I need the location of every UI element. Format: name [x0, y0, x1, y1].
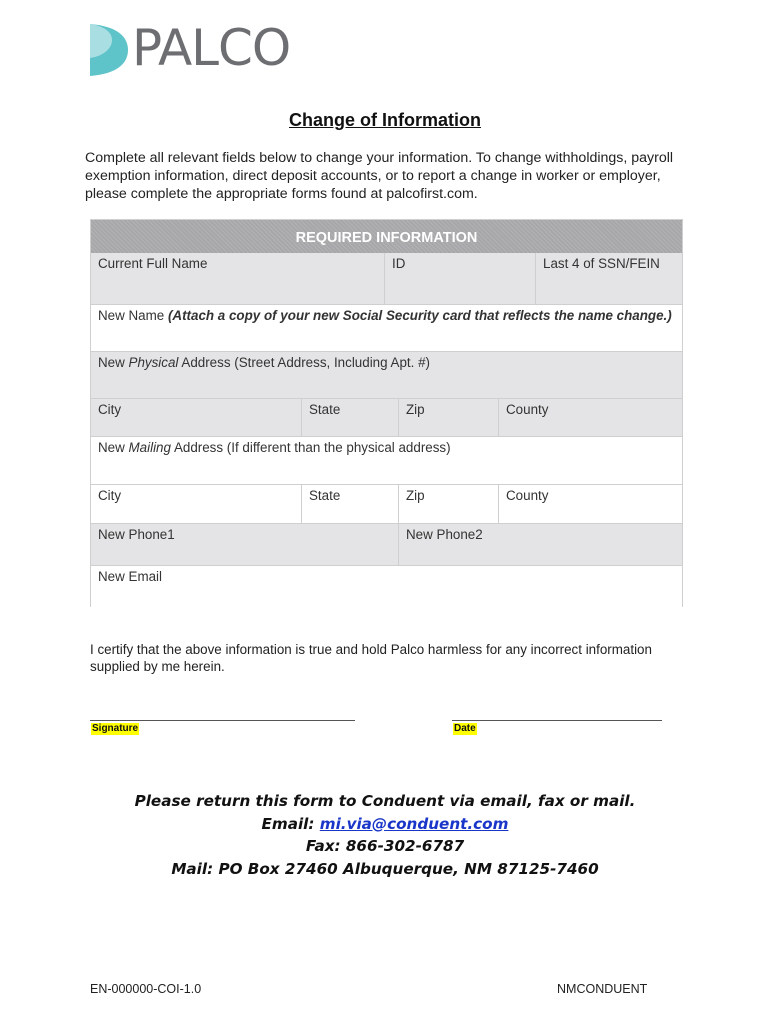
physical-state-field[interactable] [301, 399, 398, 436]
signature-label: Signature [92, 723, 139, 734]
return-instructions [0, 790, 770, 880]
footer-right-code: NMCONDUENT [557, 982, 648, 996]
mailing-county-label: County [506, 488, 549, 503]
required-info-header: REQUIRED INFORMATION [91, 220, 682, 253]
form-code: EN-000000-COI-1.0 [90, 982, 202, 996]
mailing-city-field[interactable] [91, 485, 301, 523]
mailing-address-label [98, 440, 451, 455]
palco-logo [86, 19, 296, 78]
last4-ssn-label: Last 4 of SSN/FEIN [543, 256, 660, 271]
phone2-label: New Phone2 [406, 527, 483, 542]
certification-text: I certify that the above information is true and hold Palco harmless for any incorrect information supplied by me herein. [90, 642, 652, 674]
state-label: State [309, 402, 341, 417]
required-info-form [90, 219, 683, 607]
logo-wordmark: PALCO [132, 19, 291, 77]
physical-word: Physical [128, 355, 179, 370]
physical-county-field[interactable] [498, 399, 682, 436]
mailing-word: Mailing [128, 440, 171, 455]
row-new-name [91, 304, 682, 351]
physical-address-label [98, 355, 430, 370]
mailing-state-field[interactable] [301, 485, 398, 523]
row-physical-city [91, 398, 682, 436]
row-phones [91, 523, 682, 565]
row-mailing-city [91, 484, 682, 523]
physical-city-field[interactable] [91, 399, 301, 436]
row-name-id [91, 253, 682, 304]
last4-ssn-field[interactable] [535, 253, 682, 304]
row-physical-address [91, 351, 682, 398]
return-mail-line: Mail: PO Box 27460 Albuquerque, NM 87125-7460 [171, 859, 599, 878]
phone1-label: New Phone1 [98, 527, 175, 542]
current-full-name-label: Current Full Name [98, 256, 208, 271]
physical-zip-field[interactable] [398, 399, 498, 436]
email-link[interactable]: mi.via@conduent.com [319, 814, 509, 833]
phone1-field[interactable] [91, 524, 398, 565]
phone2-field[interactable] [398, 524, 682, 565]
email-field[interactable] [91, 566, 682, 607]
row-email [91, 565, 682, 607]
new-name-note: (Attach a copy of your new Social Security card that reflects the name change.) [167, 308, 672, 323]
mailing-zip-field[interactable] [398, 485, 498, 523]
date-line[interactable] [452, 720, 662, 721]
mailing-city-label: City [98, 488, 122, 503]
zip-label: Zip [406, 402, 425, 417]
new-name-label [98, 308, 672, 323]
date-label: Date [454, 723, 476, 734]
physical-prefix: New [98, 355, 125, 370]
palco-mark-icon [86, 22, 130, 78]
return-fax-line: Fax: 866-302-6787 [305, 837, 465, 855]
new-name-text: New Name [98, 308, 165, 323]
page-title: Change of Information [289, 110, 481, 130]
mailing-zip-label: Zip [406, 488, 425, 503]
mailing-state-label: State [309, 488, 341, 503]
current-full-name-field[interactable] [91, 253, 384, 304]
physical-address-field[interactable] [91, 352, 682, 398]
mailing-suffix: Address (If different than the physical address) [173, 440, 451, 455]
row-mailing-address [91, 436, 682, 484]
id-field[interactable] [384, 253, 535, 304]
county-label: County [506, 402, 549, 417]
intro-text: Complete all relevant fields below to change your information. To change withholdings, payroll exemption information, direct deposit accounts, or to report a change in worker or employer, please complete the appropriate forms found at palcofirst.com. [85, 150, 674, 202]
email-label-text: Email: [261, 814, 315, 833]
mailing-county-field[interactable] [498, 485, 682, 523]
mailing-prefix: New [98, 440, 125, 455]
id-label: ID [392, 256, 406, 271]
new-name-field[interactable] [91, 305, 682, 351]
city-label: City [98, 402, 122, 417]
email-label: New Email [98, 569, 162, 584]
return-email-line [0, 813, 770, 836]
signature-line[interactable] [90, 720, 355, 721]
physical-suffix: Address (Street Address, Including Apt. #) [181, 355, 430, 370]
return-line: Please return this form to Conduent via email, fax or mail. [134, 792, 636, 810]
mailing-address-field[interactable] [91, 437, 682, 484]
